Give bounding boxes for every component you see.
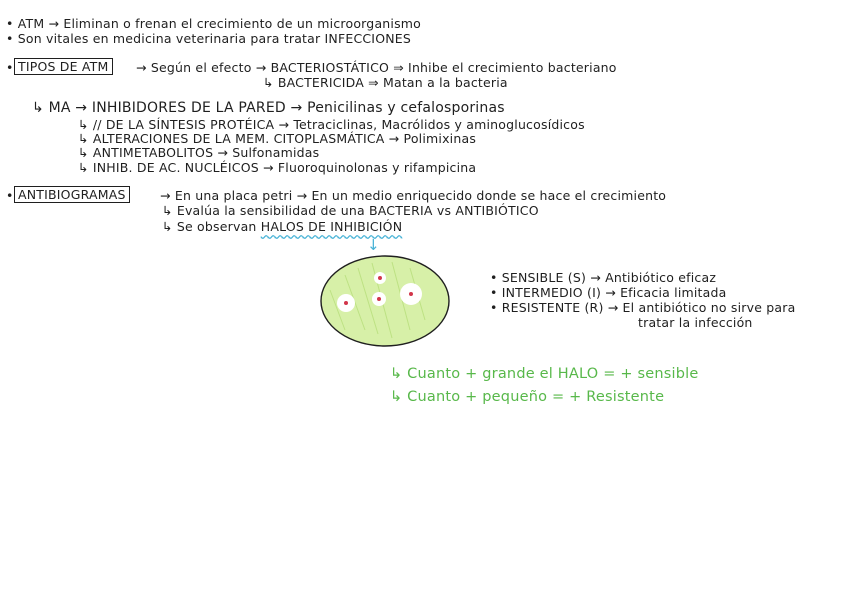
arrow-down-icon: ↓ [367,236,380,254]
result-intermedio: • INTERMEDIO (I) → Eficacia limitada [490,285,727,300]
result-resistente: • RESISTENTE (R) → El antibiótico no sirve para [490,300,796,315]
tipos-title-box: TIPOS DE ATM [14,58,113,75]
halo-disk-center [372,292,386,306]
halos-highlight: HALOS DE INHIBICIÓN [260,219,403,234]
result-sensible: • SENSIBLE (S) → Antibiótico eficaz [490,270,717,285]
antibiogramas-line-3-prefix: ↳ Se observan [162,219,257,234]
halo-disk-small-top [374,272,386,284]
result-resistente-cont: tratar la infección [638,315,753,330]
intro-line-1: • ATM → Eliminan o frenan el crecimiento de un microorganismo [6,16,422,31]
halo-disk-left [337,294,355,312]
tipos-line-2: ↳ BACTERICIDA ⇒ Matan a la bacteria [263,75,508,90]
note-halo-pequeno: ↳ Cuanto + pequeño = + Resistente [390,389,665,405]
tipos-bullet: • [6,60,14,75]
antibiogramas-line-2: ↳ Evalúa la sensibilidad de una BACTERIA vs ANTIBIÓTICO [162,203,539,218]
ma-line-3: ↳ ALTERACIONES DE LA MEM. CITOPLASMÁTICA → Polimixinas [78,131,477,146]
antibiogramas-line-1: → En una placa petri → En un medio enriquecido donde se hace el crecimiento [160,188,667,203]
note-halo-grande: ↳ Cuanto + grande el HALO = + sensible [390,366,699,382]
halo-disk-large-right [400,283,422,305]
antibiogramas-title-box: ANTIBIOGRAMAS [14,186,130,203]
tipos-line-1: → Según el efecto → BACTERIOSTÁTICO ⇒ Inhibe el crecimiento bacteriano [136,60,617,75]
ma-line-2: ↳ // DE LA SÍNTESIS PROTÉICA → Tetraciclinas, Macrólidos y aminoglucosídicos [78,117,585,132]
ma-line-4: ↳ ANTIMETABOLITOS → Sulfonamidas [78,145,320,160]
ma-line-5: ↳ INHIB. DE AC. NUCLÉICOS → Fluoroquinolonas y rifampicina [78,160,477,175]
ma-line-1: ↳ MA → INHIBIDORES DE LA PARED → Penicilinas y cefalosporinas [32,100,505,116]
antibiogramas-bullet: • [6,188,14,203]
intro-line-2: • Son vitales en medicina veterinaria para tratar INFECCIONES [6,31,412,46]
